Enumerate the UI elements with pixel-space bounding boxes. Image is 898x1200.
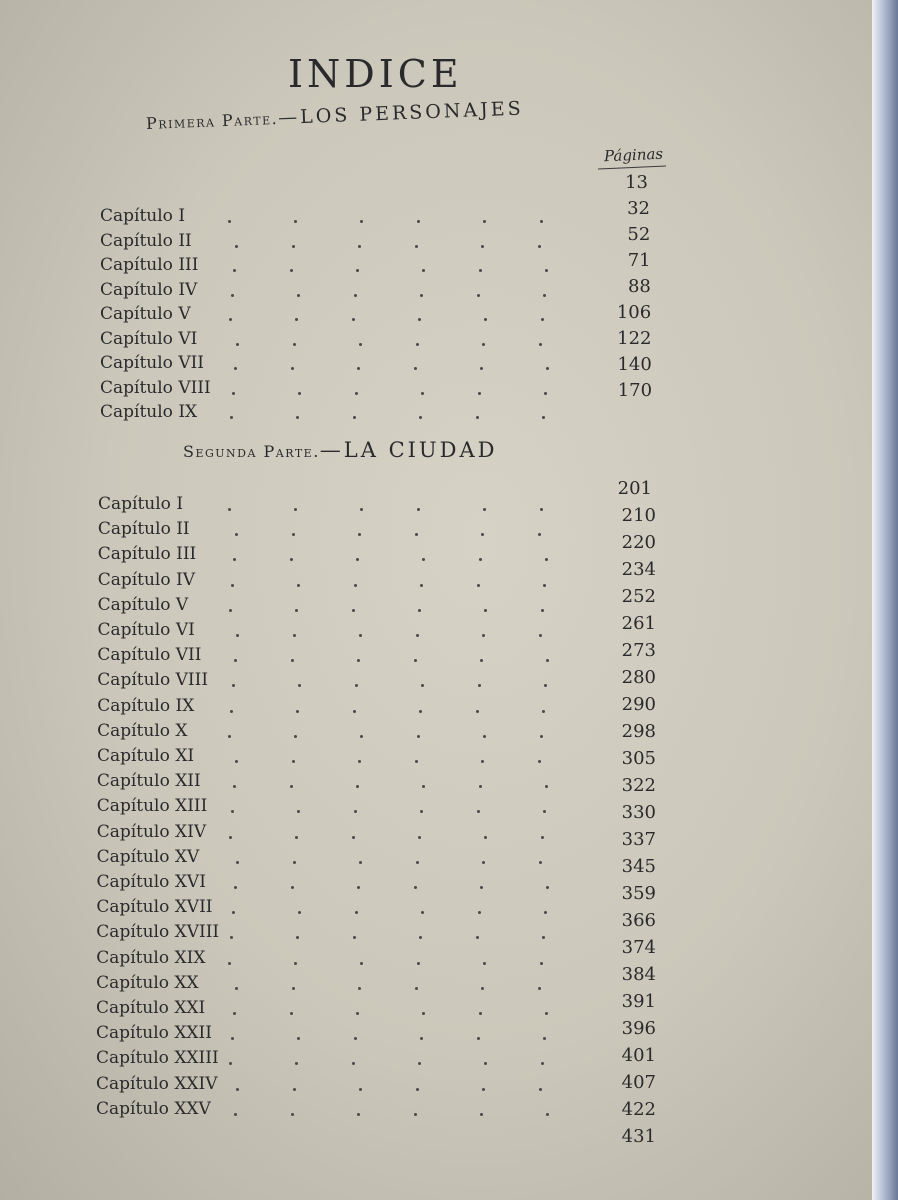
leader-dot: [359, 343, 362, 346]
leader-dot: [484, 836, 487, 839]
leader-dot: [542, 416, 545, 419]
leader-dot: [291, 367, 294, 370]
chapter-label: Capítulo XVII: [96, 897, 213, 918]
chapter-label: Capítulo VII: [97, 645, 202, 666]
leader-dot: [294, 220, 297, 223]
leader-dot: [357, 659, 360, 662]
leader-dot: [479, 785, 482, 788]
chapter-page-number: 234: [621, 559, 656, 580]
leader-dot: [480, 886, 483, 889]
leader-dot: [291, 659, 294, 662]
chapter-page-number: 170: [617, 380, 653, 401]
leader-dot: [293, 343, 296, 346]
chapter-label: Capítulo VI: [97, 620, 195, 640]
chapter-label: Capítulo XX: [96, 972, 199, 993]
leader-dot: [233, 1012, 236, 1015]
leader-dot: [539, 1088, 542, 1091]
leader-dot: [298, 392, 301, 395]
leader-dot: [544, 684, 547, 687]
chapter-label: Capítulo XXI: [96, 998, 206, 1018]
leader-dot: [352, 609, 355, 612]
leader-dot: [360, 508, 363, 511]
leader-dot: [294, 508, 297, 511]
chapter-label: Capítulo VIII: [100, 377, 211, 398]
chapter-page-number: 280: [621, 667, 656, 688]
leader-dot: [295, 836, 298, 839]
leader-dot: [359, 1088, 362, 1091]
leader-dot: [298, 911, 301, 914]
leader-dot: [477, 584, 480, 587]
chapter-page-number: 391: [621, 991, 656, 1012]
leader-dot: [233, 558, 236, 561]
leader-dot: [478, 392, 481, 395]
leader-dot: [415, 245, 418, 248]
leader-dot: [230, 710, 233, 713]
chapter-label: Capítulo XXIV: [96, 1073, 218, 1094]
chapter-page-number: 431: [621, 1126, 656, 1147]
leader-dot: [235, 760, 238, 763]
chapter-page-number: 210: [621, 505, 656, 526]
leader-dot: [545, 785, 548, 788]
leader-dot: [358, 245, 361, 248]
leader-dot: [483, 508, 486, 511]
leader-dot: [480, 367, 483, 370]
leader-dot: [546, 659, 549, 662]
leader-dot: [232, 684, 235, 687]
part1-intro-page: 13: [625, 172, 648, 193]
leader-dot: [358, 533, 361, 536]
leader-dot: [356, 1012, 359, 1015]
leader-dot: [541, 318, 544, 321]
leader-dot: [294, 962, 297, 965]
leader-dot: [541, 836, 544, 839]
leader-dot: [540, 220, 543, 223]
part2-heading-title: —LA CIUDAD: [319, 438, 498, 462]
chapter-label: Capítulo II: [100, 230, 192, 251]
leader-dot: [422, 269, 425, 272]
leader-dot: [355, 911, 358, 914]
leader-dot: [482, 343, 485, 346]
part2-intro-page: 201: [617, 478, 652, 499]
leader-dot: [231, 1037, 234, 1040]
leader-dot: [481, 760, 484, 763]
leader-dot: [538, 245, 541, 248]
leader-dot: [236, 1088, 239, 1091]
leader-dot: [543, 810, 546, 813]
leader-dot: [414, 886, 417, 889]
leader-dot: [232, 392, 235, 395]
leader-dot: [418, 609, 421, 612]
leader-dot: [417, 220, 420, 223]
chapter-page-number: 322: [621, 775, 656, 796]
part1-heading-prefix: Primera Parte.: [145, 108, 279, 133]
leader-dot: [417, 962, 420, 965]
leader-dot: [543, 294, 546, 297]
leader-dot: [542, 936, 545, 939]
leader-dot: [292, 987, 295, 990]
leader-dot: [481, 533, 484, 536]
leader-dot: [231, 584, 234, 587]
leader-dot: [483, 962, 486, 965]
leader-dot: [358, 760, 361, 763]
chapter-page-number: 407: [621, 1072, 656, 1093]
leader-dot: [354, 294, 357, 297]
leader-dot: [479, 269, 482, 272]
leader-dot: [297, 294, 300, 297]
leader-dot: [483, 220, 486, 223]
chapter-label: Capítulo III: [100, 255, 199, 275]
chapter-label: Capítulo XI: [97, 746, 195, 766]
leader-dot: [234, 886, 237, 889]
pages-column-rule: [598, 166, 666, 170]
leader-dot: [541, 1062, 544, 1065]
leader-dot: [476, 936, 479, 939]
leader-dot: [484, 1062, 487, 1065]
leader-dot: [229, 318, 232, 321]
part2-heading: [183, 438, 497, 462]
leader-dot: [482, 1088, 485, 1091]
leader-dot: [360, 735, 363, 738]
leader-dot: [357, 367, 360, 370]
leader-dot: [546, 886, 549, 889]
leader-dot: [481, 987, 484, 990]
chapter-page-number: 396: [621, 1018, 656, 1039]
chapter-page-number: 422: [621, 1099, 656, 1120]
chapter-label: Capítulo XIX: [96, 947, 206, 968]
leader-dot: [482, 861, 485, 864]
chapter-label: Capítulo V: [100, 304, 191, 324]
leader-dot: [233, 269, 236, 272]
leader-dot: [478, 911, 481, 914]
chapter-label: Capítulo X: [97, 720, 188, 741]
leader-dot: [478, 684, 481, 687]
leader-dot: [356, 785, 359, 788]
leader-dot: [354, 810, 357, 813]
leader-dot: [355, 392, 358, 395]
leader-dot: [234, 367, 237, 370]
chapter-label: Capítulo I: [98, 494, 184, 514]
leader-dot: [236, 634, 239, 637]
leader-dot: [352, 1062, 355, 1065]
leader-dot: [352, 318, 355, 321]
part2-heading-prefix: Segunda Parte.: [183, 442, 320, 461]
leader-dot: [229, 836, 232, 839]
leader-dot: [235, 245, 238, 248]
leader-dot: [353, 416, 356, 419]
chapter-page-number: 374: [621, 937, 656, 958]
leader-dot: [543, 584, 546, 587]
leader-dot: [479, 558, 482, 561]
leader-dot: [228, 508, 231, 511]
chapter-page-number: 252: [621, 586, 656, 607]
chapter-label: Capítulo XVIII: [96, 922, 220, 943]
leader-dot: [228, 735, 231, 738]
chapter-page-number: 345: [621, 856, 656, 877]
leader-dot: [545, 269, 548, 272]
chapter-label: Capítulo XII: [96, 771, 201, 792]
leader-dot: [353, 936, 356, 939]
chapter-page-number: 261: [621, 613, 656, 634]
leader-dot: [477, 1037, 480, 1040]
leader-dot: [296, 936, 299, 939]
leader-dot: [354, 584, 357, 587]
leader-dot: [479, 1012, 482, 1015]
leader-dot: [481, 245, 484, 248]
leader-dot: [230, 936, 233, 939]
leader-dot: [482, 634, 485, 637]
chapter-label: Capítulo III: [97, 544, 197, 565]
page-title: INDICE: [288, 52, 463, 96]
leader-dot: [356, 558, 359, 561]
leader-dot: [353, 710, 356, 713]
leader-dot: [290, 785, 293, 788]
leader-dot: [414, 1113, 417, 1116]
chapter-label: Capítulo XXV: [96, 1098, 211, 1119]
chapter-page-number: 106: [616, 302, 652, 323]
part1-heading-title: —LOS PERSONAJES: [277, 97, 525, 129]
leader-dot: [418, 1062, 421, 1065]
leader-dot: [293, 861, 296, 864]
leader-dot: [231, 810, 234, 813]
leader-dot: [419, 416, 422, 419]
leader-dot: [415, 760, 418, 763]
chapter-label: Capítulo I: [100, 206, 186, 226]
leader-dot: [229, 1062, 232, 1065]
leader-dot: [416, 1088, 419, 1091]
leader-dot: [296, 416, 299, 419]
chapter-page-number: 290: [621, 694, 656, 715]
leader-dot: [416, 861, 419, 864]
leader-dot: [354, 1037, 357, 1040]
leader-dot: [417, 735, 420, 738]
leader-dot: [542, 710, 545, 713]
leader-dot: [291, 886, 294, 889]
leader-dot: [360, 962, 363, 965]
chapter-label: Capítulo IV: [100, 279, 198, 300]
leader-dot: [419, 710, 422, 713]
chapter-label: Capítulo XXII: [96, 1023, 212, 1044]
leader-dot: [418, 318, 421, 321]
leader-dot: [297, 584, 300, 587]
chapter-label: Capítulo XIV: [96, 821, 207, 842]
leader-dot: [292, 760, 295, 763]
leader-dot: [229, 609, 232, 612]
leader-dot: [290, 1012, 293, 1015]
chapter-label: Capítulo VIII: [97, 670, 209, 691]
leader-dot: [291, 1113, 294, 1116]
leader-dot: [297, 1037, 300, 1040]
chapter-label: Capítulo II: [97, 519, 190, 540]
leader-dot: [357, 886, 360, 889]
leader-dot: [293, 634, 296, 637]
leader-dot: [540, 508, 543, 511]
leader-dot: [538, 987, 541, 990]
leader-dot: [422, 1012, 425, 1015]
leader-dot: [415, 533, 418, 536]
leader-dot: [296, 710, 299, 713]
leader-dot: [414, 659, 417, 662]
leader-dot: [538, 533, 541, 536]
chapter-page-number: 337: [621, 829, 656, 850]
leader-dot: [290, 558, 293, 561]
leader-dot: [422, 785, 425, 788]
leader-dot: [477, 294, 480, 297]
leader-dot: [359, 634, 362, 637]
leader-dot: [421, 684, 424, 687]
leader-dot: [422, 558, 425, 561]
chapter-page-number: 305: [621, 748, 656, 769]
chapter-label: Capítulo V: [97, 594, 189, 615]
leader-dot: [418, 836, 421, 839]
part1-heading: [146, 98, 524, 134]
leader-dot: [540, 962, 543, 965]
chapter-page-number: 366: [621, 910, 656, 931]
leader-dot: [480, 1113, 483, 1116]
leader-dot: [232, 911, 235, 914]
leader-dot: [292, 533, 295, 536]
leader-dot: [297, 810, 300, 813]
chapter-page-number: 52: [627, 224, 651, 245]
leader-dot: [233, 785, 236, 788]
leader-dot: [546, 367, 549, 370]
chapter-label: Capítulo IX: [100, 402, 198, 422]
leader-dot: [290, 269, 293, 272]
leader-dot: [545, 1012, 548, 1015]
leader-dot: [540, 735, 543, 738]
chapter-page-number: 273: [621, 640, 656, 661]
leader-dot: [480, 659, 483, 662]
leader-dot: [231, 294, 234, 297]
leader-dot: [236, 861, 239, 864]
leader-dot: [228, 962, 231, 965]
leader-dot: [359, 861, 362, 864]
leader-dot: [420, 294, 423, 297]
leader-dot: [543, 1037, 546, 1040]
leader-dot: [234, 1113, 237, 1116]
chapter-page-number: 384: [621, 964, 656, 985]
leader-dot: [421, 911, 424, 914]
leader-dot: [420, 810, 423, 813]
leader-dot: [420, 1037, 423, 1040]
leader-dot: [295, 609, 298, 612]
chapter-label: Capítulo XXIII: [96, 1048, 219, 1069]
chapter-label: Capítulo XV: [96, 846, 200, 867]
leader-dot: [476, 416, 479, 419]
leader-dot: [358, 987, 361, 990]
leader-dot: [421, 392, 424, 395]
chapter-label: Capítulo IV: [97, 569, 195, 590]
leader-dot: [295, 318, 298, 321]
leader-dot: [356, 269, 359, 272]
leader-dot: [360, 220, 363, 223]
leader-dot: [298, 684, 301, 687]
chapter-label: Capítulo VI: [100, 328, 198, 349]
leader-dot: [544, 911, 547, 914]
chapter-label: Capítulo XIII: [96, 796, 208, 817]
chapter-label: Capítulo VII: [100, 353, 205, 373]
leader-dot: [417, 508, 420, 511]
leader-dot: [419, 936, 422, 939]
leader-dot: [355, 684, 358, 687]
leader-dot: [539, 634, 542, 637]
chapter-label: Capítulo XVI: [96, 872, 206, 892]
leader-dot: [414, 367, 417, 370]
leader-dot: [541, 609, 544, 612]
leader-dot: [294, 735, 297, 738]
leader-dot: [477, 810, 480, 813]
chapter-label: Capítulo IX: [97, 695, 195, 716]
chapter-page-number: 122: [617, 328, 652, 349]
leader-dot: [484, 318, 487, 321]
leader-dot: [235, 987, 238, 990]
chapter-page-number: 298: [621, 721, 656, 742]
leader-dot: [538, 760, 541, 763]
leader-dot: [416, 343, 419, 346]
leader-dot: [230, 416, 233, 419]
leader-dot: [352, 836, 355, 839]
leader-dot: [415, 987, 418, 990]
leader-dot: [228, 220, 231, 223]
pages-column-header: Páginas: [603, 144, 664, 166]
leader-dot: [539, 861, 542, 864]
leader-dot: [292, 245, 295, 248]
leader-dot: [539, 343, 542, 346]
leader-dot: [544, 392, 547, 395]
chapter-page-number: 88: [627, 276, 651, 297]
leader-dot: [236, 343, 239, 346]
background-edge: [872, 0, 898, 1200]
chapter-page-number: 140: [617, 354, 652, 375]
leader-dot: [476, 710, 479, 713]
chapter-page-number: 71: [627, 250, 651, 271]
leader-dot: [484, 609, 487, 612]
chapter-page-number: 220: [621, 532, 656, 553]
leader-dot: [295, 1062, 298, 1065]
leader-dot: [234, 659, 237, 662]
chapter-page-number: 330: [621, 802, 656, 823]
leader-dot: [293, 1088, 296, 1091]
leader-dot: [545, 558, 548, 561]
leader-dot: [416, 634, 419, 637]
leader-dot: [546, 1113, 549, 1116]
chapter-page-number: 401: [621, 1045, 656, 1066]
chapter-page-number: 32: [627, 198, 650, 219]
leader-dot: [483, 735, 486, 738]
leader-dot: [420, 584, 423, 587]
chapter-page-number: 359: [621, 883, 656, 904]
leader-dot: [357, 1113, 360, 1116]
leader-dot: [235, 533, 238, 536]
